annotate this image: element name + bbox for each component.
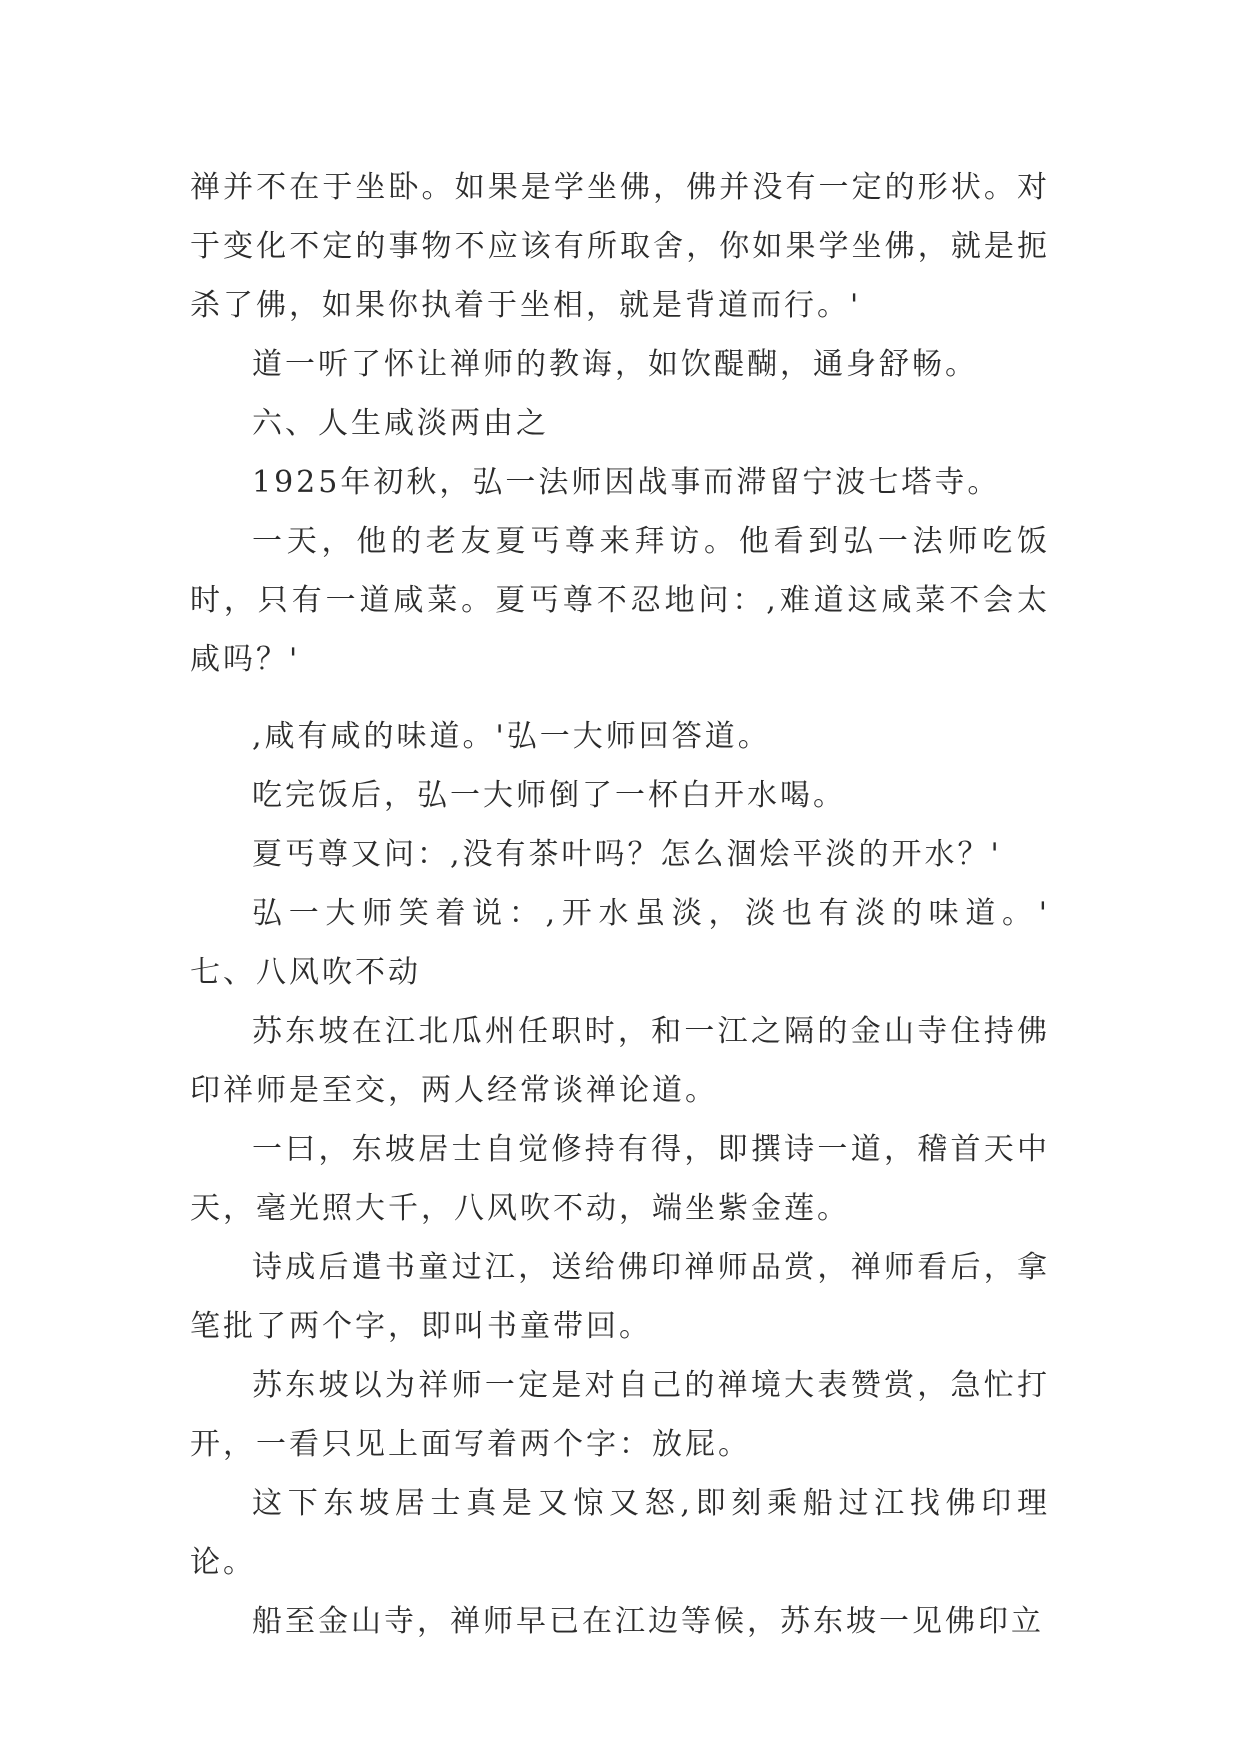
paragraph-poem: 一曰，东坡居士自觉修持有得，即撰诗一道，稽首天中天，毫光照大千，八风吹不动，端坐紫金莲。: [190, 1132, 1050, 1226]
paragraph-su-dongpo-intro: 苏东坡在江北瓜州任职时，和一江之隔的金山寺住持佛印祥师是至交，两人经常谈禅论道。: [190, 1014, 1050, 1108]
paragraph-zen-not-sitting: 禅并不在于坐卧。如果是学坐佛，佛并没有一定的形状。对于变化不定的事物不应该有所取舍，你如果学坐佛，就是扼杀了佛，如果你执着于坐相，就是背道而行。': [190, 170, 1050, 323]
paragraph-salty-taste: ,咸有咸的味道。'弘一大师回答道。: [252, 719, 771, 754]
paragraph-xia-visit: 一天，他的老友夏丐尊来拜访。他看到弘一法师吃饭时，只有一道咸菜。夏丐尊不忍地问：,难道这咸菜不会太咸吗？': [190, 524, 1050, 677]
document-page: [190, 158, 1083, 1651]
paragraph-fangpi: 苏东坡以为祥师一定是对自己的禅境大表赞赏，急忙打开，一看只见上面写着两个字：放屁。: [190, 1368, 1050, 1462]
paragraph-angry-crossing: 这下东坡居士真是又惊又怒,即刻乘船过江找佛印理论。: [190, 1486, 1050, 1580]
paragraph-no-tea: 夏丐尊又问：,没有茶叶吗？怎么涸烩平淡的开水？': [252, 837, 1002, 872]
section-heading-six: 六、人生咸淡两由之: [252, 406, 549, 441]
paragraph-white-water: 吃完饭后，弘一大师倒了一杯白开水喝。: [252, 778, 846, 813]
paragraph-jinshan-temple: 船至金山寺，禅师早已在江边等候，苏东坡一见佛印立: [252, 1604, 1044, 1639]
paragraph-two-words: 诗成后遣书童过江，送给佛印禅师品赏，禅师看后，拿笔批了两个字，即叫书童带回。: [190, 1250, 1050, 1344]
paragraph-1925-autumn: 1925年初秋，弘一法师因战事而滞留宁波七塔寺。: [252, 465, 1001, 500]
paragraph-daoyi-enlightened: 道一听了怀让禅师的教诲，如饮醍醐，通身舒畅。: [252, 347, 978, 382]
paragraph-plain-taste-and-heading-seven: 弘一大师笑着说：,开水虽淡，淡也有淡的味道。' 七、八风吹不动: [190, 896, 1083, 990]
paragraph-gap: [190, 689, 1050, 707]
